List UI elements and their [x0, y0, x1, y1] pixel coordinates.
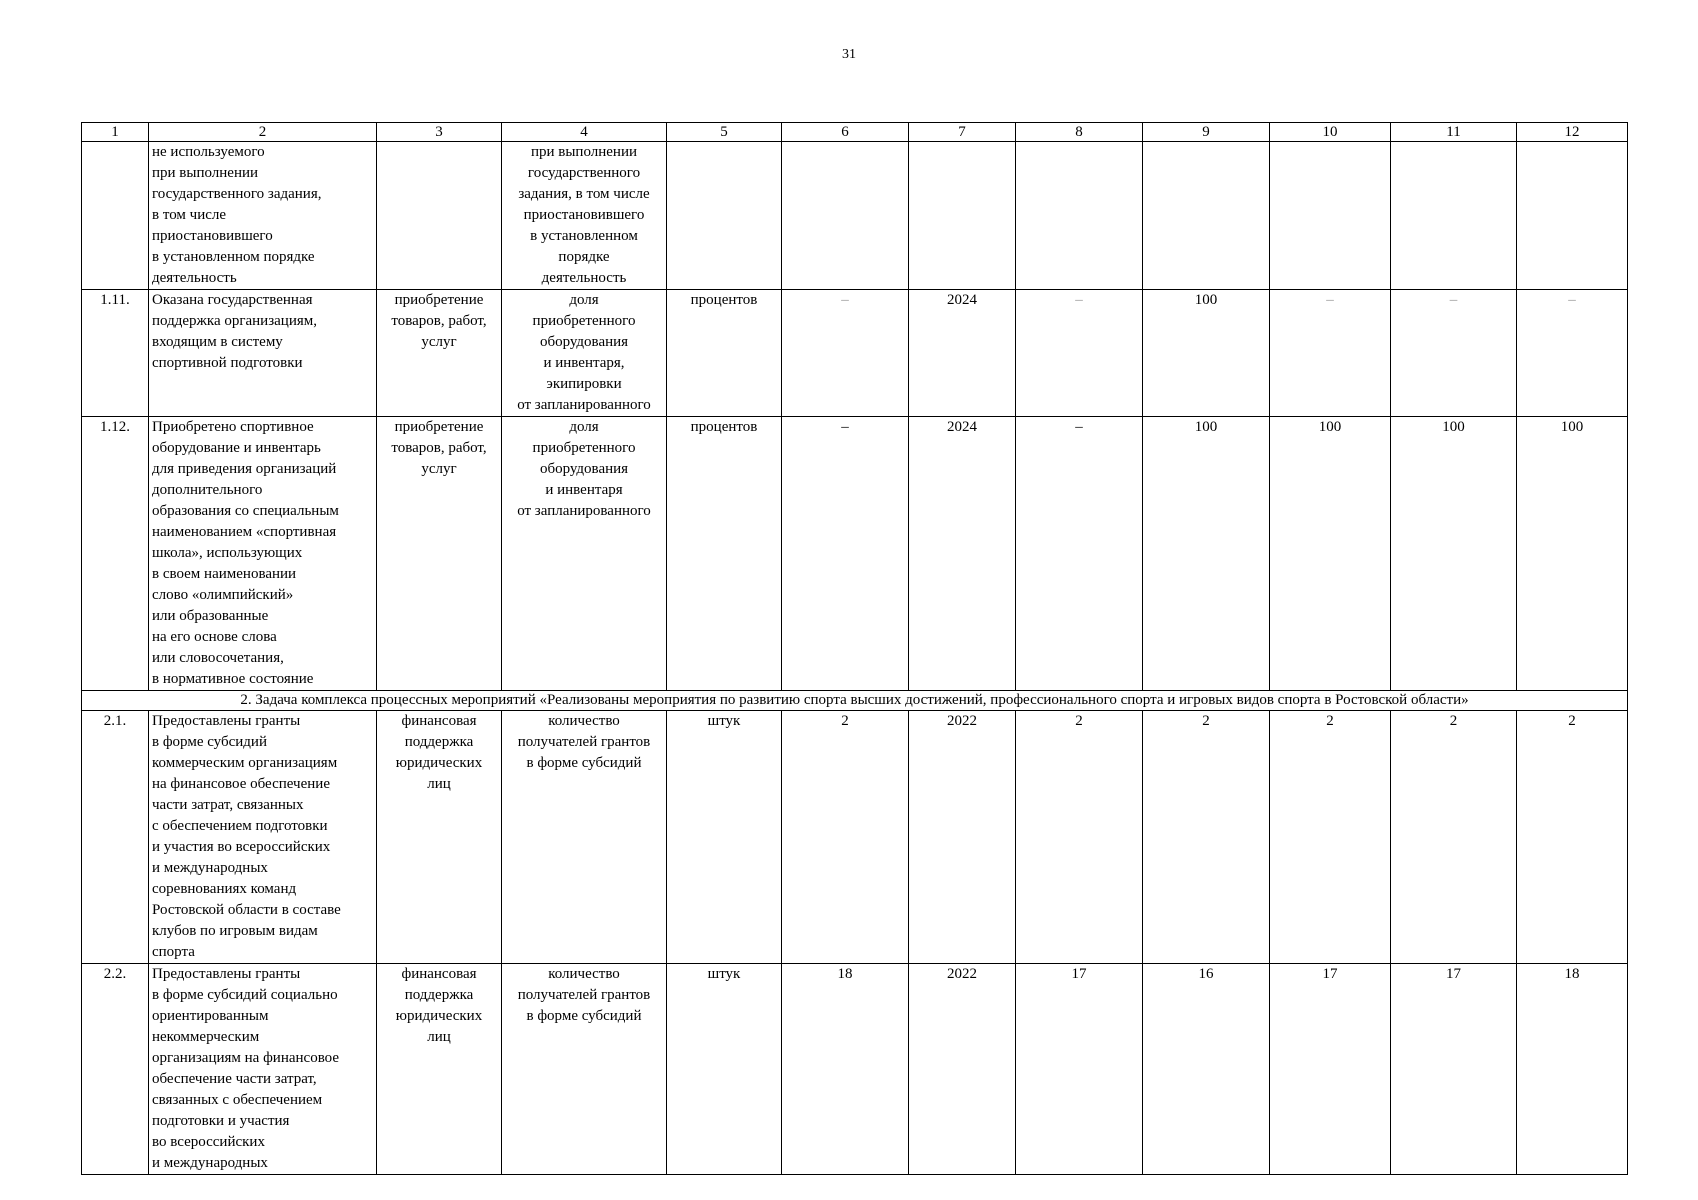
base-value: –: [782, 417, 909, 691]
table-row: [82, 290, 1628, 417]
value-col-10: [1270, 142, 1391, 290]
value-col-11: 17: [1391, 964, 1517, 1175]
column-number: 8: [1016, 123, 1143, 142]
column-number: 4: [502, 123, 667, 142]
column-number: 5: [667, 123, 782, 142]
value-col-8: [1016, 142, 1143, 290]
event-type: [377, 142, 502, 290]
base-year: 2024: [909, 417, 1016, 691]
event-name: Предоставлены гранты в форме субсидий коммерческим организациям на финансовое обеспечение части затрат, связанных с обеспечением подготовки и участия во всероссийских и международных соревнованиях команд Ростовской области в составе клубов по игровым видам спорта: [149, 711, 377, 964]
base-value: –: [782, 290, 909, 417]
event-type: финансовая поддержка юридических лиц: [377, 711, 502, 964]
value-col-10: 2: [1270, 711, 1391, 964]
column-number: 11: [1391, 123, 1517, 142]
value-col-9: 2: [1143, 711, 1270, 964]
value-col-10: 17: [1270, 964, 1391, 1175]
base-year: 2024: [909, 290, 1016, 417]
value-col-10: –: [1270, 290, 1391, 417]
row-number: 2.2.: [82, 964, 149, 1175]
base-year: 2022: [909, 711, 1016, 964]
value-col-12: 100: [1517, 417, 1628, 691]
column-number: 3: [377, 123, 502, 142]
value-col-8: –: [1016, 417, 1143, 691]
indicator-name: количество получателей грантов в форме субсидий: [502, 711, 667, 964]
value-col-11: –: [1391, 290, 1517, 417]
column-number: 9: [1143, 123, 1270, 142]
event-name: не используемого при выполнении государственного задания, в том числе приостановившего в установленном порядке деятельность: [149, 142, 377, 290]
value-col-11: 100: [1391, 417, 1517, 691]
value-col-12: 2: [1517, 711, 1628, 964]
unit: процентов: [667, 417, 782, 691]
event-name: Приобретено спортивное оборудование и инвентарь для приведения организаций дополнительного образования со специальным наименованием «спортивная школа», использующих в своем наименовании слово «олимпийский» или образованные на его основе слова или словосочетания, в нормативное состояние: [149, 417, 377, 691]
table-row: [82, 964, 1628, 1175]
table-row: [82, 711, 1628, 964]
indicator-name: количество получателей грантов в форме субсидий: [502, 964, 667, 1175]
value-col-11: [1391, 142, 1517, 290]
value-col-12: –: [1517, 290, 1628, 417]
value-col-10: 100: [1270, 417, 1391, 691]
value-col-9: 16: [1143, 964, 1270, 1175]
indicator-name: при выполнении государственного задания, в том числе приостановившего в установленном порядке деятельность: [502, 142, 667, 290]
value-col-11: 2: [1391, 711, 1517, 964]
column-number-row: [82, 123, 1628, 142]
base-year: 2022: [909, 964, 1016, 1175]
event-type: финансовая поддержка юридических лиц: [377, 964, 502, 1175]
column-number: 1: [82, 123, 149, 142]
row-number: 1.12.: [82, 417, 149, 691]
unit: процентов: [667, 290, 782, 417]
column-number: 10: [1270, 123, 1391, 142]
indicator-name: доля приобретенного оборудования и инвентаря, экипировки от запланированного: [502, 290, 667, 417]
row-number: 2.1.: [82, 711, 149, 964]
value-col-12: 18: [1517, 964, 1628, 1175]
value-col-9: [1143, 142, 1270, 290]
column-number: 12: [1517, 123, 1628, 142]
indicator-table: [81, 122, 1628, 1175]
base-value: 18: [782, 964, 909, 1175]
row-number: 1.11.: [82, 290, 149, 417]
value-col-8: 17: [1016, 964, 1143, 1175]
value-col-12: [1517, 142, 1628, 290]
value-col-8: –: [1016, 290, 1143, 417]
column-number: 7: [909, 123, 1016, 142]
table-row: [82, 417, 1628, 691]
section-row: [82, 691, 1628, 711]
section-title: 2. Задача комплекса процессных мероприятий «Реализованы мероприятия по развитию спорта высших достижений, профессионального спорта и игровых видов спорта в Ростовской области»: [82, 691, 1628, 711]
value-col-9: 100: [1143, 417, 1270, 691]
unit: [667, 142, 782, 290]
value-col-8: 2: [1016, 711, 1143, 964]
base-year: [909, 142, 1016, 290]
column-number: 2: [149, 123, 377, 142]
indicator-name: доля приобретенного оборудования и инвентаря от запланированного: [502, 417, 667, 691]
event-name: Оказана государственная поддержка организациям, входящим в систему спортивной подготовки: [149, 290, 377, 417]
event-type: приобретение товаров, работ, услуг: [377, 290, 502, 417]
value-col-9: 100: [1143, 290, 1270, 417]
event-name: Предоставлены гранты в форме субсидий социально ориентированным некоммерческим организациям на финансовое обеспечение части затрат, связанных с обеспечением подготовки и участия во всероссийских и международных: [149, 964, 377, 1175]
unit: штук: [667, 711, 782, 964]
table-row: [82, 142, 1628, 290]
base-value: 2: [782, 711, 909, 964]
unit: штук: [667, 964, 782, 1175]
base-value: [782, 142, 909, 290]
column-number: 6: [782, 123, 909, 142]
page-number: 31: [842, 47, 856, 62]
event-type: приобретение товаров, работ, услуг: [377, 417, 502, 691]
row-number: [82, 142, 149, 290]
